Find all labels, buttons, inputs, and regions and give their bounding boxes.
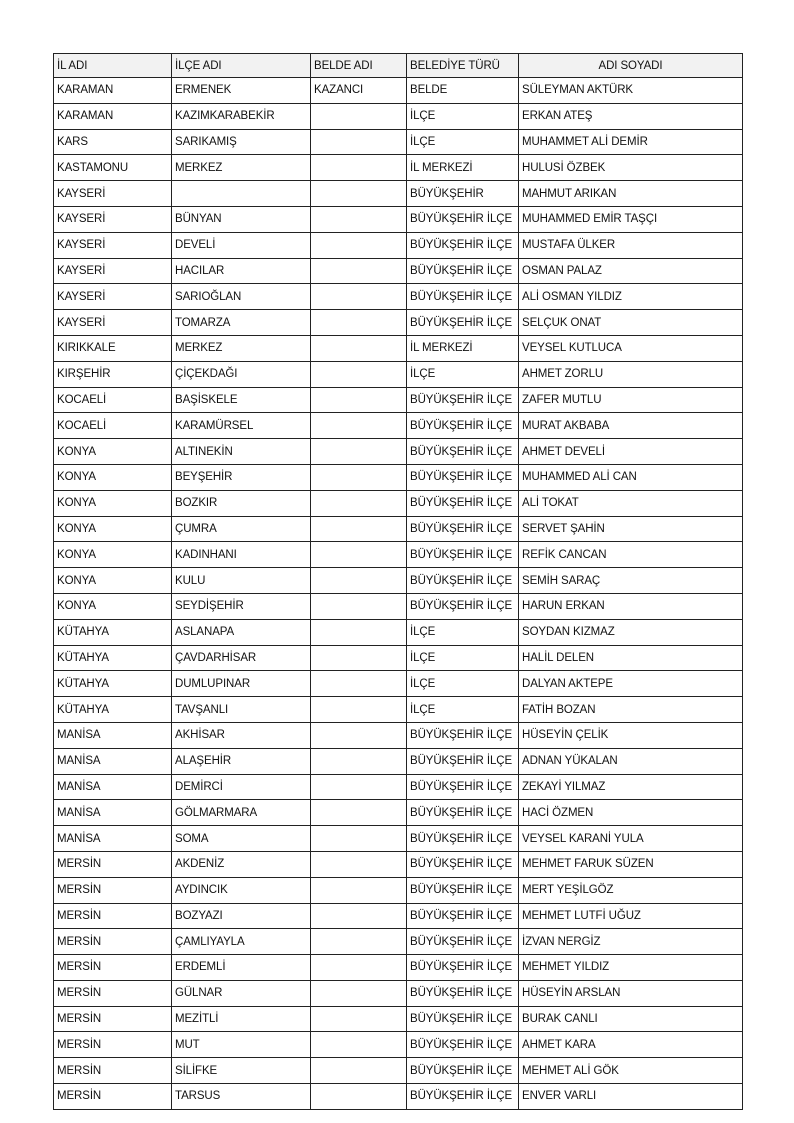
cell-adi-soyadi: VEYSEL KUTLUCA <box>519 335 743 361</box>
cell-ilce-adi: SARIOĞLAN <box>172 284 311 310</box>
header-il-adi: İL ADI <box>54 54 172 78</box>
cell-adi-soyadi: SEMİH SARAÇ <box>519 568 743 594</box>
header-ilce-adi: İLÇE ADI <box>172 54 311 78</box>
cell-il-adi: KONYA <box>54 593 172 619</box>
cell-il-adi: KAYSERİ <box>54 310 172 336</box>
table-body <box>54 78 743 1110</box>
cell-il-adi: KOCAELİ <box>54 387 172 413</box>
cell-adi-soyadi: HÜSEYİN ÇELİK <box>519 722 743 748</box>
cell-belediye-turu: BÜYÜKŞEHİR İLÇE <box>407 593 519 619</box>
cell-adi-soyadi: SELÇUK ONAT <box>519 310 743 336</box>
table-row <box>54 955 743 981</box>
table-row <box>54 697 743 723</box>
cell-belde-adi <box>311 387 407 413</box>
table-row <box>54 361 743 387</box>
cell-ilce-adi: SOMA <box>172 826 311 852</box>
table-row <box>54 206 743 232</box>
cell-adi-soyadi: REFİK CANCAN <box>519 542 743 568</box>
cell-il-adi: MERSİN <box>54 877 172 903</box>
cell-adi-soyadi: MUSTAFA ÜLKER <box>519 232 743 258</box>
cell-il-adi: KAYSERİ <box>54 232 172 258</box>
cell-ilce-adi: HACILAR <box>172 258 311 284</box>
cell-adi-soyadi: MEHMET LUTFİ UĞUZ <box>519 903 743 929</box>
cell-ilce-adi: BOZYAZI <box>172 903 311 929</box>
table-row <box>54 903 743 929</box>
cell-adi-soyadi: ALİ TOKAT <box>519 490 743 516</box>
table-row <box>54 335 743 361</box>
cell-adi-soyadi: VEYSEL KARANİ YULA <box>519 826 743 852</box>
cell-belde-adi <box>311 129 407 155</box>
cell-ilce-adi: SARIKAMIŞ <box>172 129 311 155</box>
cell-adi-soyadi: DALYAN AKTEPE <box>519 671 743 697</box>
cell-adi-soyadi: MUHAMMED ALİ CAN <box>519 464 743 490</box>
cell-il-adi: KAYSERİ <box>54 206 172 232</box>
cell-belediye-turu: BÜYÜKŞEHİR İLÇE <box>407 955 519 981</box>
table-row <box>54 1058 743 1084</box>
cell-belediye-turu: BÜYÜKŞEHİR <box>407 181 519 207</box>
cell-ilce-adi: GÜLNAR <box>172 980 311 1006</box>
cell-ilce-adi: SİLİFKE <box>172 1058 311 1084</box>
cell-belediye-turu: BÜYÜKŞEHİR İLÇE <box>407 1032 519 1058</box>
cell-ilce-adi <box>172 181 311 207</box>
table-row <box>54 671 743 697</box>
cell-il-adi: KONYA <box>54 490 172 516</box>
cell-ilce-adi: AKDENİZ <box>172 851 311 877</box>
cell-belde-adi: KAZANCI <box>311 78 407 104</box>
table-row <box>54 619 743 645</box>
cell-ilce-adi: MERKEZ <box>172 335 311 361</box>
cell-il-adi: KÜTAHYA <box>54 671 172 697</box>
cell-ilce-adi: ERMENEK <box>172 78 311 104</box>
cell-belde-adi <box>311 1084 407 1110</box>
cell-il-adi: MANİSA <box>54 748 172 774</box>
cell-belde-adi <box>311 181 407 207</box>
cell-belediye-turu: BÜYÜKŞEHİR İLÇE <box>407 542 519 568</box>
cell-belde-adi <box>311 310 407 336</box>
cell-belediye-turu: BÜYÜKŞEHİR İLÇE <box>407 232 519 258</box>
cell-belediye-turu: BELDE <box>407 78 519 104</box>
cell-belde-adi <box>311 232 407 258</box>
cell-belde-adi <box>311 645 407 671</box>
cell-il-adi: MANİSA <box>54 800 172 826</box>
table-row <box>54 103 743 129</box>
cell-adi-soyadi: ERKAN ATEŞ <box>519 103 743 129</box>
cell-il-adi: KONYA <box>54 516 172 542</box>
table-row <box>54 774 743 800</box>
cell-ilce-adi: DUMLUPINAR <box>172 671 311 697</box>
cell-ilce-adi: TARSUS <box>172 1084 311 1110</box>
cell-belediye-turu: BÜYÜKŞEHİR İLÇE <box>407 774 519 800</box>
cell-adi-soyadi: ADNAN YÜKALAN <box>519 748 743 774</box>
cell-il-adi: KARAMAN <box>54 103 172 129</box>
cell-belediye-turu: BÜYÜKŞEHİR İLÇE <box>407 877 519 903</box>
header-row <box>54 54 743 78</box>
cell-ilce-adi: AKHİSAR <box>172 722 311 748</box>
cell-ilce-adi: BOZKIR <box>172 490 311 516</box>
cell-belde-adi <box>311 722 407 748</box>
cell-belediye-turu: BÜYÜKŞEHİR İLÇE <box>407 439 519 465</box>
cell-belediye-turu: İLÇE <box>407 619 519 645</box>
cell-adi-soyadi: ENVER VARLI <box>519 1084 743 1110</box>
cell-belde-adi <box>311 568 407 594</box>
table-row <box>54 800 743 826</box>
table-row <box>54 284 743 310</box>
cell-belediye-turu: BÜYÜKŞEHİR İLÇE <box>407 284 519 310</box>
cell-il-adi: KIRŞEHİR <box>54 361 172 387</box>
table-row <box>54 129 743 155</box>
table-row <box>54 980 743 1006</box>
cell-il-adi: MERSİN <box>54 980 172 1006</box>
cell-belde-adi <box>311 697 407 723</box>
cell-belediye-turu: BÜYÜKŞEHİR İLÇE <box>407 413 519 439</box>
cell-belediye-turu: İLÇE <box>407 697 519 723</box>
cell-belde-adi <box>311 980 407 1006</box>
header-belde-adi: BELDE ADI <box>311 54 407 78</box>
cell-belde-adi <box>311 413 407 439</box>
cell-belediye-turu: BÜYÜKŞEHİR İLÇE <box>407 722 519 748</box>
cell-ilce-adi: BAŞİSKELE <box>172 387 311 413</box>
cell-belediye-turu: İLÇE <box>407 671 519 697</box>
cell-adi-soyadi: ZAFER MUTLU <box>519 387 743 413</box>
cell-il-adi: MERSİN <box>54 903 172 929</box>
cell-ilce-adi: MERKEZ <box>172 155 311 181</box>
cell-adi-soyadi: MAHMUT ARIKAN <box>519 181 743 207</box>
cell-adi-soyadi: AHMET DEVELİ <box>519 439 743 465</box>
cell-ilce-adi: KAZIMKARABEKİR <box>172 103 311 129</box>
cell-adi-soyadi: HALİL DELEN <box>519 645 743 671</box>
cell-il-adi: KÜTAHYA <box>54 697 172 723</box>
header-adi-soyadi: ADI SOYADI <box>519 54 743 78</box>
cell-adi-soyadi: HULUSİ ÖZBEK <box>519 155 743 181</box>
cell-belediye-turu: BÜYÜKŞEHİR İLÇE <box>407 748 519 774</box>
cell-belde-adi <box>311 826 407 852</box>
table-row <box>54 490 743 516</box>
cell-adi-soyadi: MUHAMMED EMİR TAŞÇI <box>519 206 743 232</box>
cell-ilce-adi: ASLANAPA <box>172 619 311 645</box>
cell-il-adi: KARS <box>54 129 172 155</box>
table-row <box>54 593 743 619</box>
cell-adi-soyadi: OSMAN PALAZ <box>519 258 743 284</box>
cell-belediye-turu: BÜYÜKŞEHİR İLÇE <box>407 1006 519 1032</box>
table-row <box>54 722 743 748</box>
cell-belde-adi <box>311 258 407 284</box>
cell-belediye-turu: İLÇE <box>407 645 519 671</box>
cell-il-adi: MANİSA <box>54 722 172 748</box>
cell-belde-adi <box>311 516 407 542</box>
cell-belde-adi <box>311 361 407 387</box>
cell-belde-adi <box>311 1006 407 1032</box>
cell-il-adi: KAYSERİ <box>54 284 172 310</box>
cell-ilce-adi: DEVELİ <box>172 232 311 258</box>
cell-adi-soyadi: MEHMET FARUK SÜZEN <box>519 851 743 877</box>
table-row <box>54 439 743 465</box>
cell-ilce-adi: ÇAMLIYAYLA <box>172 929 311 955</box>
cell-belediye-turu: İLÇE <box>407 129 519 155</box>
mayors-table <box>53 53 743 1110</box>
cell-belde-adi <box>311 619 407 645</box>
cell-belediye-turu: BÜYÜKŞEHİR İLÇE <box>407 1058 519 1084</box>
cell-belde-adi <box>311 671 407 697</box>
cell-belediye-turu: BÜYÜKŞEHİR İLÇE <box>407 929 519 955</box>
cell-belediye-turu: BÜYÜKŞEHİR İLÇE <box>407 206 519 232</box>
cell-belediye-turu: BÜYÜKŞEHİR İLÇE <box>407 490 519 516</box>
cell-ilce-adi: ALAŞEHİR <box>172 748 311 774</box>
cell-belediye-turu: İL MERKEZİ <box>407 155 519 181</box>
table-row <box>54 542 743 568</box>
table-row <box>54 851 743 877</box>
cell-il-adi: KAYSERİ <box>54 258 172 284</box>
table-row <box>54 645 743 671</box>
cell-belediye-turu: BÜYÜKŞEHİR İLÇE <box>407 980 519 1006</box>
cell-belde-adi <box>311 284 407 310</box>
cell-belde-adi <box>311 542 407 568</box>
cell-belediye-turu: İLÇE <box>407 103 519 129</box>
cell-adi-soyadi: MURAT AKBABA <box>519 413 743 439</box>
cell-ilce-adi: KARAMÜRSEL <box>172 413 311 439</box>
cell-adi-soyadi: HACİ ÖZMEN <box>519 800 743 826</box>
cell-il-adi: KÜTAHYA <box>54 619 172 645</box>
cell-adi-soyadi: HÜSEYİN ARSLAN <box>519 980 743 1006</box>
cell-belde-adi <box>311 206 407 232</box>
cell-belde-adi <box>311 877 407 903</box>
cell-belde-adi <box>311 103 407 129</box>
cell-il-adi: KARAMAN <box>54 78 172 104</box>
cell-il-adi: MERSİN <box>54 1058 172 1084</box>
table-row <box>54 181 743 207</box>
cell-belediye-turu: BÜYÜKŞEHİR İLÇE <box>407 310 519 336</box>
table-row <box>54 78 743 104</box>
cell-ilce-adi: ÇUMRA <box>172 516 311 542</box>
table-row <box>54 155 743 181</box>
table-row <box>54 877 743 903</box>
cell-il-adi: KASTAMONU <box>54 155 172 181</box>
cell-adi-soyadi: MEHMET YILDIZ <box>519 955 743 981</box>
table-row <box>54 464 743 490</box>
cell-ilce-adi: TOMARZA <box>172 310 311 336</box>
cell-belde-adi <box>311 155 407 181</box>
cell-ilce-adi: ÇAVDARHİSAR <box>172 645 311 671</box>
cell-belediye-turu: BÜYÜKŞEHİR İLÇE <box>407 1084 519 1110</box>
cell-belediye-turu: İLÇE <box>407 361 519 387</box>
table-header <box>54 54 743 78</box>
cell-il-adi: MERSİN <box>54 1084 172 1110</box>
cell-belde-adi <box>311 1032 407 1058</box>
cell-ilce-adi: ÇİÇEKDAĞI <box>172 361 311 387</box>
cell-belediye-turu: BÜYÜKŞEHİR İLÇE <box>407 903 519 929</box>
cell-adi-soyadi: AHMET ZORLU <box>519 361 743 387</box>
table-row <box>54 232 743 258</box>
table-row <box>54 1032 743 1058</box>
table-row <box>54 258 743 284</box>
cell-belediye-turu: BÜYÜKŞEHİR İLÇE <box>407 258 519 284</box>
cell-adi-soyadi: AHMET KARA <box>519 1032 743 1058</box>
cell-il-adi: MANİSA <box>54 774 172 800</box>
cell-belde-adi <box>311 1058 407 1084</box>
cell-adi-soyadi: FATİH BOZAN <box>519 697 743 723</box>
cell-ilce-adi: MEZİTLİ <box>172 1006 311 1032</box>
cell-adi-soyadi: SÜLEYMAN AKTÜRK <box>519 78 743 104</box>
cell-belediye-turu: BÜYÜKŞEHİR İLÇE <box>407 516 519 542</box>
cell-il-adi: KONYA <box>54 464 172 490</box>
table-row <box>54 1006 743 1032</box>
cell-ilce-adi: MUT <box>172 1032 311 1058</box>
cell-belediye-turu: BÜYÜKŞEHİR İLÇE <box>407 800 519 826</box>
cell-belediye-turu: BÜYÜKŞEHİR İLÇE <box>407 387 519 413</box>
cell-il-adi: KIRIKKALE <box>54 335 172 361</box>
cell-belde-adi <box>311 903 407 929</box>
cell-ilce-adi: BEYŞEHİR <box>172 464 311 490</box>
cell-belediye-turu: İL MERKEZİ <box>407 335 519 361</box>
cell-belediye-turu: BÜYÜKŞEHİR İLÇE <box>407 851 519 877</box>
cell-belde-adi <box>311 774 407 800</box>
cell-ilce-adi: KULU <box>172 568 311 594</box>
cell-ilce-adi: GÖLMARMARA <box>172 800 311 826</box>
cell-il-adi: KONYA <box>54 439 172 465</box>
cell-il-adi: KOCAELİ <box>54 413 172 439</box>
cell-ilce-adi: DEMİRCİ <box>172 774 311 800</box>
table-row <box>54 1084 743 1110</box>
cell-adi-soyadi: BURAK CANLI <box>519 1006 743 1032</box>
cell-adi-soyadi: MERT YEŞİLGÖZ <box>519 877 743 903</box>
table-row <box>54 310 743 336</box>
cell-ilce-adi: SEYDİŞEHİR <box>172 593 311 619</box>
cell-belde-adi <box>311 593 407 619</box>
table-row <box>54 516 743 542</box>
cell-belde-adi <box>311 748 407 774</box>
cell-belde-adi <box>311 929 407 955</box>
cell-adi-soyadi: ZEKAYİ YILMAZ <box>519 774 743 800</box>
cell-adi-soyadi: ALİ OSMAN YILDIZ <box>519 284 743 310</box>
cell-adi-soyadi: MEHMET ALİ GÖK <box>519 1058 743 1084</box>
cell-il-adi: MERSİN <box>54 929 172 955</box>
cell-ilce-adi: KADINHANI <box>172 542 311 568</box>
cell-belde-adi <box>311 851 407 877</box>
cell-belde-adi <box>311 955 407 981</box>
table-row <box>54 387 743 413</box>
cell-ilce-adi: TAVŞANLI <box>172 697 311 723</box>
cell-il-adi: MERSİN <box>54 955 172 981</box>
cell-il-adi: MERSİN <box>54 1006 172 1032</box>
cell-belde-adi <box>311 439 407 465</box>
cell-belde-adi <box>311 464 407 490</box>
cell-il-adi: KONYA <box>54 568 172 594</box>
cell-il-adi: KAYSERİ <box>54 181 172 207</box>
header-belediye-turu: BELEDİYE TÜRÜ <box>407 54 519 78</box>
table-row <box>54 929 743 955</box>
cell-belde-adi <box>311 800 407 826</box>
cell-adi-soyadi: MUHAMMET ALİ DEMİR <box>519 129 743 155</box>
cell-adi-soyadi: SERVET ŞAHİN <box>519 516 743 542</box>
cell-belediye-turu: BÜYÜKŞEHİR İLÇE <box>407 464 519 490</box>
table-row <box>54 413 743 439</box>
cell-adi-soyadi: SOYDAN KIZMAZ <box>519 619 743 645</box>
cell-belde-adi <box>311 335 407 361</box>
cell-ilce-adi: AYDINCIK <box>172 877 311 903</box>
cell-il-adi: KÜTAHYA <box>54 645 172 671</box>
table-row <box>54 568 743 594</box>
cell-adi-soyadi: İZVAN NERGİZ <box>519 929 743 955</box>
cell-belde-adi <box>311 490 407 516</box>
cell-il-adi: KONYA <box>54 542 172 568</box>
cell-belediye-turu: BÜYÜKŞEHİR İLÇE <box>407 826 519 852</box>
cell-ilce-adi: ALTINEKİN <box>172 439 311 465</box>
cell-il-adi: MANİSA <box>54 826 172 852</box>
cell-belediye-turu: BÜYÜKŞEHİR İLÇE <box>407 568 519 594</box>
table-row <box>54 748 743 774</box>
cell-ilce-adi: ERDEMLİ <box>172 955 311 981</box>
table-row <box>54 826 743 852</box>
cell-ilce-adi: BÜNYAN <box>172 206 311 232</box>
cell-il-adi: MERSİN <box>54 851 172 877</box>
cell-adi-soyadi: HARUN ERKAN <box>519 593 743 619</box>
cell-il-adi: MERSİN <box>54 1032 172 1058</box>
